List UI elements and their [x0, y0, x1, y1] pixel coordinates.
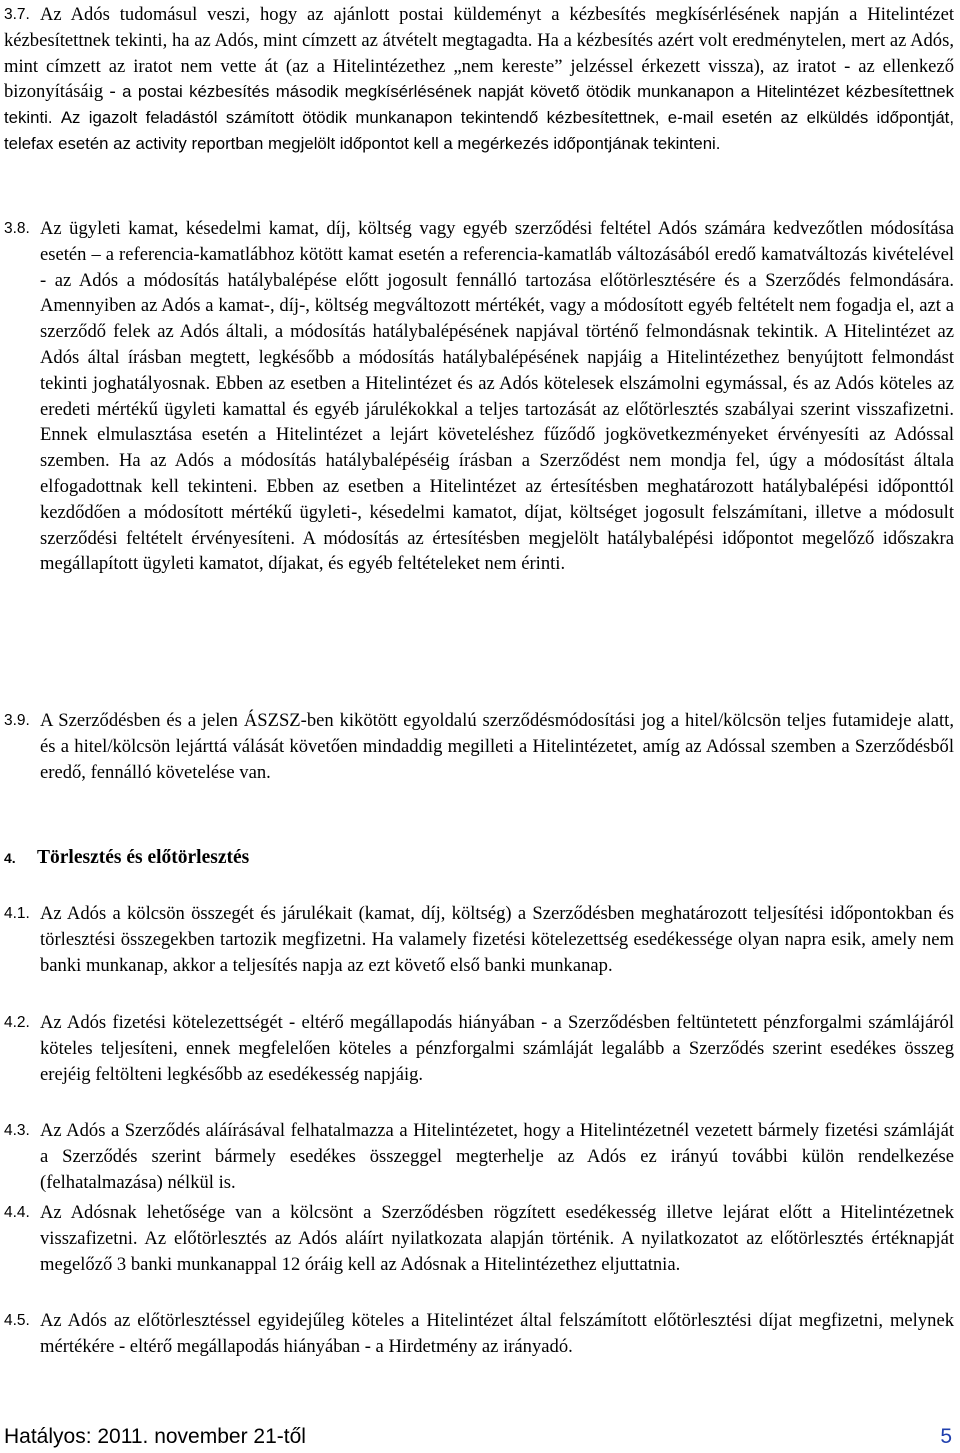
paragraph-number: 3.9.: [4, 712, 30, 729]
page-number: 5: [940, 1425, 952, 1448]
paragraph-4-3: [4, 1118, 954, 1195]
paragraph-3-7: [4, 2, 954, 157]
paragraph-text: A Szerződésben és a jelen ÁSZSZ-ben kikötött egyoldalú szerződésmódosítási jog a hitel/kölcsön teljes futamideje alatt, és a hitel/kölcsön lejárttá válását követően mindaddig megilleti a Hitelintézetet, amíg az Adóssal szemben a Szerződésből eredő, fennálló követelése van.: [40, 710, 954, 783]
paragraph-number: 4.4.: [4, 1204, 30, 1221]
paragraph-text: Az Adós fizetési kötelezettségét - eltérő megállapodás hiányában - a Szerződésben feltüntetett pénzforgalmi számlájáról köteles teljesíteni, ennek megfelelően köteles a pénzforgalmi számláját legalább a Szerződés szerint esedékes összeg erejéig feltölteni legkésőbb az esedékesség napjáig.: [40, 1012, 954, 1085]
section-number: 4.: [4, 850, 16, 866]
paragraph-text: Az Adós a kölcsön összegét és járulékait (kamat, díj, költség) a Szerződésben meghatározott teljesítési időpontokban és törlesztési összegekben tartozik megfizetni. Ha valamely fizetési kötelezettség esedékessége olyan napra esik, amely nem banki munkanap, akkor a teljesítés napja az ezt követő első banki munkanap.: [40, 903, 954, 976]
paragraph-4-5: [4, 1308, 954, 1360]
paragraph-number: 4.5.: [4, 1312, 30, 1329]
paragraph-number: 4.2.: [4, 1014, 30, 1031]
paragraph-text: Az ügyleti kamat, késedelmi kamat, díj, költség vagy egyéb szerződési feltétel Adós számára kedvezőtlen módosítása esetén – a referencia-kamatlábhoz kötött kamat esetén a referencia-kamatláb változásából eredő kamatváltozás kivételével - az Adós a módosítás hatálybalépése előtt jogosult fennálló tartozása előtörlesztésére és a Szerződés felmondására. Amennyiben az Adós a kamat-, díj-, költség megváltozott mértékét, vagy a módosított egyéb feltételt nem fogadja el, azt a szerződő felek az Adós általi, a módosítás hatálybalépésének napjával történő felmondásnak tekintik. A Hitelintézet az Adós által írásban megtett, legkésőbb a módosítás hatálybalépésének napjáig a Hitelintézethez benyújtott felmondást tekinti joghatályosnak. Ebben az esetben a Hitelintézet és az Adós kötelesek elszámolni egymással, és az Adós köteles az eredeti mértékű ügyleti kamattal és egyéb járulékokkal a teljes tartozását az előtörlesztés szabályai szerint visszafizetni. Ennek elmulasztása esetén a Hitelintézet a lejárt követeléshez fűződő jogkövetkezményeket érvényesíti az Adóssal szemben. Ha az Adós a módosítás hatálybalépéséig írásban a Szerződést nem mondja fel, úgy a módosítást általa elfogadottnak kell tekinteni. Ebben az esetben a Hitelintézet az értesítésben meghatározott hatálybalépési időponttól kezdődően a módosított mértékű ügyleti-, késedelmi kamatot, díjat, költséget jogosult felszámítani, illetve a módosult szerződési feltételt érvényesíteni. A módosítás az értesítésben megjelölt hatálybalépési időpontot megelőző időszakra megállapított ügyleti kamatot, díjakat, és egyéb feltételeket nem érinti.: [40, 218, 954, 575]
paragraph-number: 4.1.: [4, 905, 30, 922]
paragraph-number: 4.3.: [4, 1122, 30, 1139]
paragraph-number: 3.7.: [4, 6, 30, 23]
paragraph-text: [4, 2, 954, 157]
paragraph-text: Az Adós az előtörlesztéssel egyidejűleg köteles a Hitelintézet által felszámított előtörlesztési díjat megfizetni, melynek mértékére - eltérő megállapodás hiányában - a Hirdetmény az irányadó.: [40, 1310, 954, 1357]
page-footer: [4, 1424, 952, 1450]
paragraph-3-8: [4, 216, 954, 577]
paragraph-text-tail: Az igazolt feladástól számított ötödik munkanapon tekintendő kézbesítettnek, e-mail esetén az elküldés időpontját, telefax esetén az activity reportban megjelölt időpontot kell a megérkezés időpontjának tekinteni.: [4, 108, 954, 153]
paragraph-text-postal: a postai kézbesítés második megkísérlésének napját követő ötödik munkanapon a Hitelintézet kézbesítettnek tekinti.: [4, 82, 955, 128]
paragraph-4-1: [4, 901, 954, 978]
section-heading-4: [4, 845, 249, 871]
paragraph-text: Az Adósnak lehetősége van a kölcsönt a Szerződésben rögzített esedékesség illetve lejárat előtt a Hitelintézetnek visszafizetni. Az előtörlesztés az Adós aláírt nyilatkozata alapján történik. A nyilatkozatot az előtörlesztés értéknapját megelőző 3 banki munkanappal 12 óráig kell az Adósnak a Hitelintézethez eljuttatnia.: [40, 1202, 954, 1275]
paragraph-text-lead: Az Adós tudomásul veszi, hogy az ajánlott postai küldeményt a kézbesítés megkísérlésének napján a Hitelintézet kézbesítettnek tekinti, ha az Adós, mint címzett az átvételt megtagadta. Ha a kézbesítés azért volt eredménytelen, mert az Adós, mint címzett az iratot nem vette át (az a Hitelintézethez „nem kereste” jelzéssel érkezett vissza), az iratot - az ellenkező bizonyításáig -: [4, 4, 954, 103]
paragraph-3-9: [4, 708, 954, 785]
paragraph-4-4: [4, 1200, 954, 1277]
paragraph-4-2: [4, 1010, 954, 1087]
section-title: Törlesztés és előtörlesztés: [37, 847, 250, 868]
effective-date: Hatályos: 2011. november 21-től: [4, 1425, 306, 1448]
paragraph-text: Az Adós a Szerződés aláírásával felhatalmazza a Hitelintézetet, hogy a Hitelintézetnél vezetett bármely fizetési számláját a Szerződés szerint bármely esedékes összeggel megterhelje az Adós ez irányú további külön rendelkezése (felhatalmazása) nélkül is.: [40, 1120, 954, 1193]
paragraph-number: 3.8.: [4, 220, 30, 237]
